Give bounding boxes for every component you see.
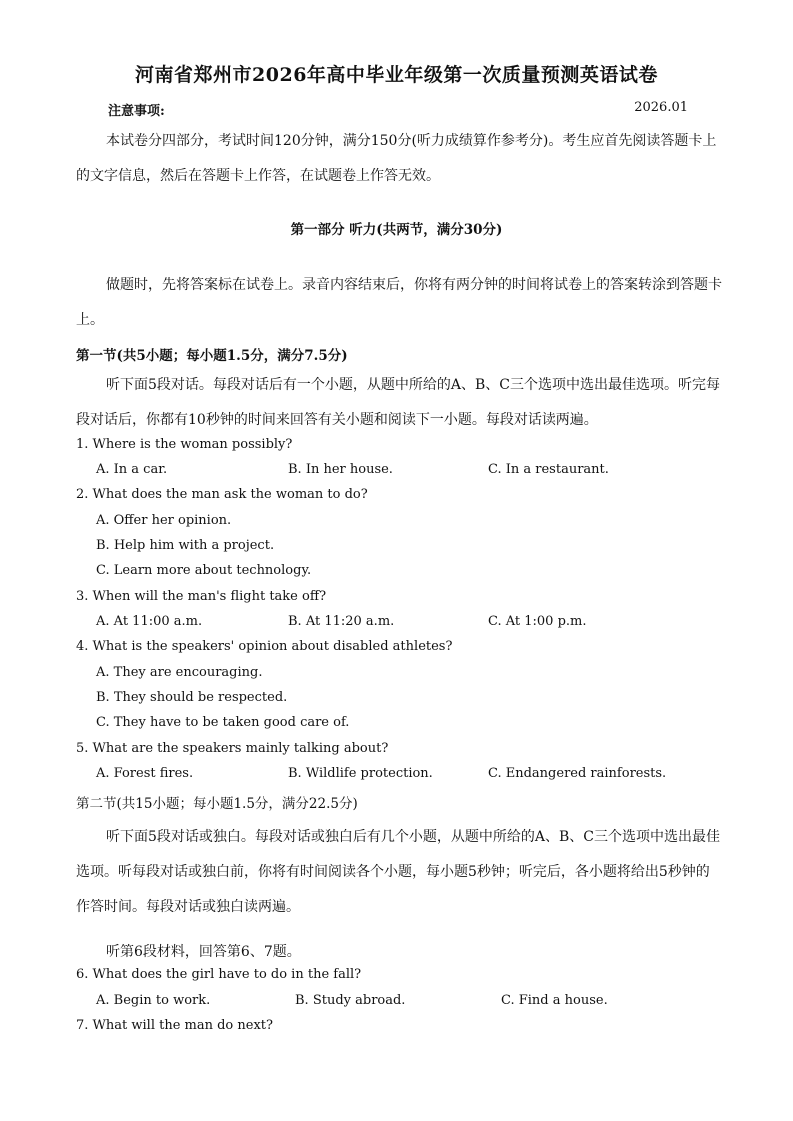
page-title: 河南省郑州市2026年高中毕业年级第一次质量预测英语试卷	[135, 64, 658, 86]
question-6-option-a: A. Begin to work.	[96, 993, 211, 1008]
part1-instruction: 做题时，先将答案标在试卷上。录音内容结束后，你将有两分钟的时间将试卷上的答案转涂到答题卡上。	[76, 277, 722, 328]
exam-date: 2026.01	[634, 100, 688, 115]
question-3-option-a: A. At 11:00 a.m.	[96, 614, 203, 629]
section1-instruction: 听下面5段对话。每段对话后有一个小题，从题中所给的A、B、C三个选项中选出最佳选项。听完每段对话后，你都有10秒钟的时间来回答有关小题和阅读下一小题。每段对话读两遍。	[76, 377, 721, 428]
question-4-option-a: A. They are encouraging.	[96, 665, 263, 680]
question-3-stem: 3. When will the man's flight take off?	[76, 589, 327, 604]
question-5-option-c: C. Endangered rainforests.	[488, 766, 667, 781]
question-2-stem: 2. What does the man ask the woman to do?	[76, 487, 368, 502]
question-4-option-c: C. They have to be taken good care of.	[96, 715, 350, 730]
intro-paragraph: 本试卷分四部分，考试时间120分钟，满分150分(听力成绩算作参考分)。考生应首先阅读答题卡上的文字信息，然后在答题卡上作答，在试题卷上作答无效。	[76, 133, 717, 184]
question-2-option-a: A. Offer her opinion.	[96, 513, 232, 528]
question-4-option-b: B. They should be respected.	[96, 690, 288, 705]
section2-instruction: 听下面5段对话或独白。每段对话或独白后有几个小题，从题中所给的A、B、C三个选项中选出最佳选项。听每段对话或独白前，你将有时间阅读各个小题，每小题5秒钟；听完后，各小题将给出5秒钟的作答时间。每段对话或独白读两遍。	[76, 829, 721, 915]
question-1-option-c: C. In a restaurant.	[488, 462, 609, 477]
part1-heading: 第一部分 听力(共两节，满分30分)	[290, 222, 503, 238]
question-1-option-b: B. In her house.	[288, 462, 393, 477]
question-7-stem: 7. What will the man do next?	[76, 1018, 273, 1033]
question-1-option-a: A. In a car.	[96, 462, 168, 477]
question-6-stem: 6. What does the girl have to do in the fall?	[76, 967, 362, 982]
question-6-option-b: B. Study abroad.	[295, 993, 406, 1008]
question-5-option-b: B. Wildlife protection.	[288, 766, 433, 781]
section2-heading: 第二节(共15小题；每小题1.5分，满分22.5分)	[76, 796, 358, 812]
question-1-stem: 1. Where is the woman possibly?	[76, 437, 293, 452]
notice-label: 注意事项:	[108, 104, 165, 119]
question-2-option-c: C. Learn more about technology.	[96, 563, 312, 578]
question-3-option-c: C. At 1:00 p.m.	[488, 614, 587, 629]
question-5-stem: 5. What are the speakers mainly talking about?	[76, 741, 389, 756]
question-3-option-b: B. At 11:20 a.m.	[288, 614, 395, 629]
material-6-note: 听第6段材料，回答第6、7题。	[106, 944, 301, 960]
question-5-option-a: A. Forest fires.	[96, 766, 194, 781]
question-4-stem: 4. What is the speakers' opinion about disabled athletes?	[76, 639, 453, 654]
notice-row	[108, 100, 688, 119]
question-2-option-b: B. Help him with a project.	[96, 538, 275, 553]
question-6-option-c: C. Find a house.	[501, 993, 608, 1008]
section1-heading: 第一节(共5小题；每小题1.5分，满分7.5分)	[76, 348, 348, 364]
